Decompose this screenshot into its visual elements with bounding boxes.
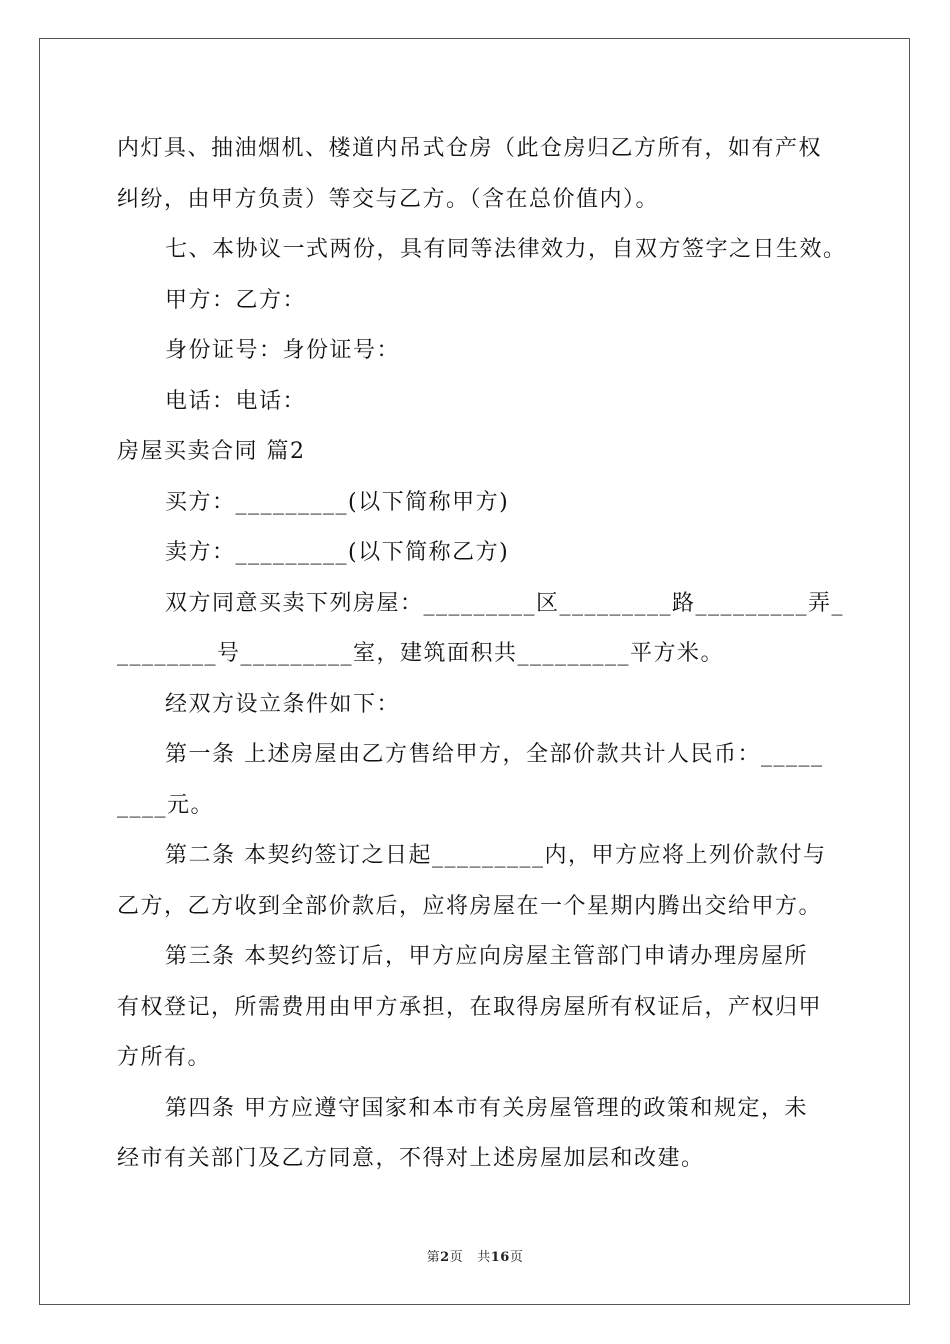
page-current: 2 [440,1250,450,1265]
text-line: 有权登记，所需费用由甲方承担，在取得房屋所有权证后，产权归甲 [117,994,823,1020]
document-body [117,124,847,1185]
section-heading: 房屋买卖合同 篇2 [117,439,306,464]
text-line: 第三条 本契约签订后，甲方应向房屋主管部门申请办理房屋所 [165,944,808,969]
text-line: 经市有关部门及乙方同意，不得对上述房屋加层和改建。 [117,1146,705,1171]
text-line: 双方同意买卖下列房屋：_________区_________路_________弄_ [165,590,845,616]
page-prefix: 第 [426,1250,441,1265]
page-footer [0,1246,950,1265]
text-line: 第一条 上述房屋由乙方售给甲方，全部价款共计人民币：_____ [165,742,824,767]
total-suffix: 页 [509,1250,524,1265]
total-prefix: 共 [477,1250,491,1265]
text-line: 方所有。 [117,1045,212,1070]
text-line: 甲方：乙方： [165,287,307,313]
text-line: 纠纷，由甲方负责）等交与乙方。（含在总价值内）。 [117,186,660,212]
page-total: 16 [490,1250,510,1265]
text-line: 乙方，乙方收到全部价款后，应将房屋在一个星期内腾出交给甲方。 [117,893,823,919]
text-line: 七、本协议一式两份，具有同等法律效力，自双方签字之日生效。 [165,237,847,262]
text-line: ________号_________室，建筑面积共_________平方米。 [117,641,725,666]
text-line: 卖方：_________(以下简称乙方) [165,540,510,565]
text-line: 内灯具、抽油烟机、楼道内吊式仓房（此仓房归乙方所有，如有产权 [117,136,823,161]
text-line: ____元。 [117,792,215,818]
text-line: 身份证号：身份证号： [165,338,401,363]
text-line: 电话：电话： [165,388,307,414]
text-line: 经双方设立条件如下： [165,691,401,717]
page-suffix: 页 [449,1250,464,1265]
text-line: 第四条 甲方应遵守国家和本市有关房屋管理的政策和规定，未 [165,1095,808,1121]
text-line: 买方：_________(以下简称甲方) [165,489,510,515]
text-line: 第二条 本契约签订之日起_________内，甲方应将上列价款付与 [165,843,827,868]
